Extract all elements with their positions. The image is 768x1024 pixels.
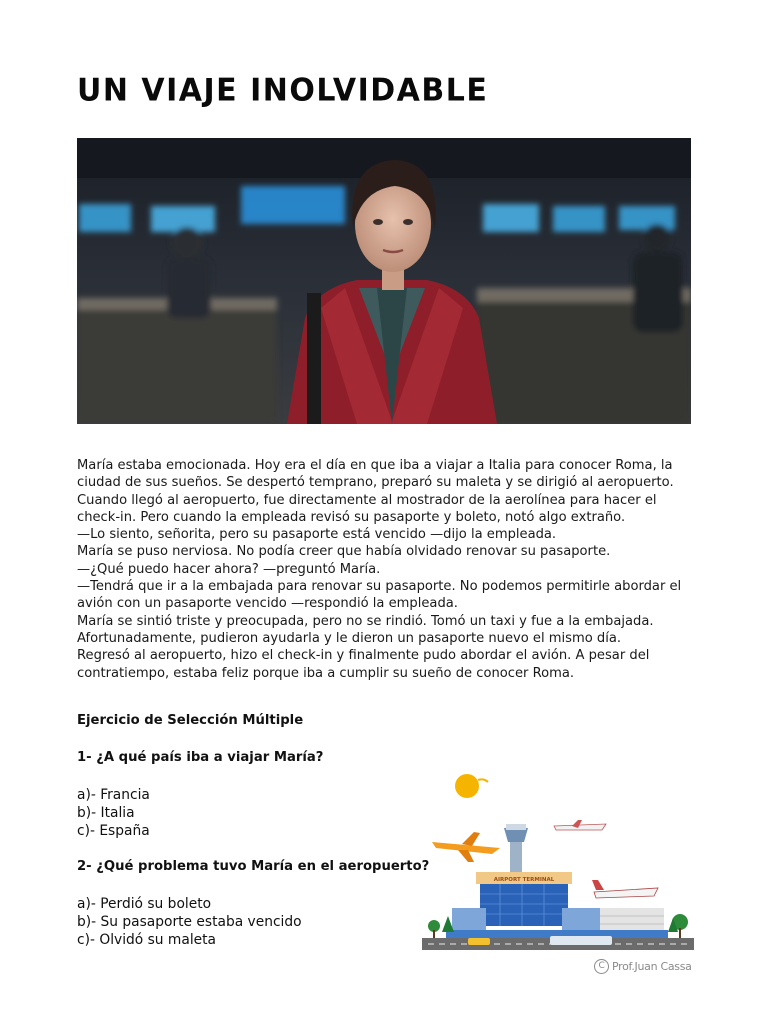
option: a)- Perdió su boleto: [77, 896, 212, 912]
question-1-options: [77, 786, 150, 840]
airport-photo: [77, 138, 691, 424]
control-tower-icon: [504, 824, 528, 876]
question-2: 2- ¿Qué problema tuvo María en el aeropuerto?: [77, 859, 430, 874]
terminal-sign: AIRPORT TERMINAL: [493, 877, 555, 883]
question-2-options: [77, 895, 302, 949]
option: c)- España: [77, 823, 150, 839]
sun-icon: [455, 774, 479, 798]
woman-at-airport-image: [77, 138, 691, 424]
story-paragraph: Regresó al aeropuerto, hizo el check-in y finalmente pudo abordar el avión. A pesar del contratiempo, estaba feliz porque iba a cumplir su sueño de conocer Roma.: [77, 648, 650, 681]
story-paragraph: —¿Qué puedo hacer ahora? —preguntó María.: [77, 561, 381, 577]
airport-terminal-image: [422, 770, 694, 954]
story-paragraph: María se sintió triste y preocupada, pero no se rindió. Tomó un taxi y fue a la embajada. Afortunadamente, pudieron ayudarla y le dieron un pasaporte nuevo el mismo día.: [77, 613, 654, 646]
story-paragraph: Cuando llegó al aeropuerto, fue directamente al mostrador de la aerolínea para hacer el check-in. Pero cuando la empleada revisó su pasaporte y boleto, notó algo extraño.: [77, 492, 657, 525]
option: b)- Su pasaporte estaba vencido: [77, 914, 302, 930]
author-credit: [594, 959, 692, 974]
small-airplane-icon: [554, 820, 606, 830]
page-title: UN VIAJE INOLVIDABLE: [77, 72, 489, 109]
author-name: Prof.Juan Cassa: [612, 960, 692, 973]
story-paragraph: María estaba emocionada. Hoy era el día en que iba a viajar a Italia para conocer Roma, la ciudad de sus sueños. Se despertó temprano, preparó su maleta y se dirigió al aeropuerto.: [77, 458, 674, 491]
story-paragraph: —Tendrá que ir a la embajada para renovar su pasaporte. No podemos permitirle abordar el avión con un pasaporte vencido —respondió la empleada.: [77, 579, 682, 612]
option: a)- Francia: [77, 787, 150, 803]
copyright-icon: C: [594, 959, 609, 974]
option: b)- Italia: [77, 805, 135, 821]
question-1: 1- ¿A qué país iba a viajar María?: [77, 750, 324, 765]
taxi-icon: [468, 938, 490, 945]
exercise-heading: Ejercicio de Selección Múltiple: [77, 713, 304, 728]
story-text: [77, 457, 697, 682]
story-paragraph: María se puso nerviosa. No podía creer que había olvidado renovar su pasaporte.: [77, 544, 611, 560]
option: c)- Olvidó su maleta: [77, 932, 217, 948]
airport-illustration: [422, 770, 694, 954]
bus-icon: [550, 936, 612, 945]
story-paragraph: —Lo siento, señorita, pero su pasaporte está vencido —dijo la empleada.: [77, 527, 557, 543]
white-airplane-icon: [592, 880, 658, 898]
orange-airplane-icon: [432, 832, 500, 862]
